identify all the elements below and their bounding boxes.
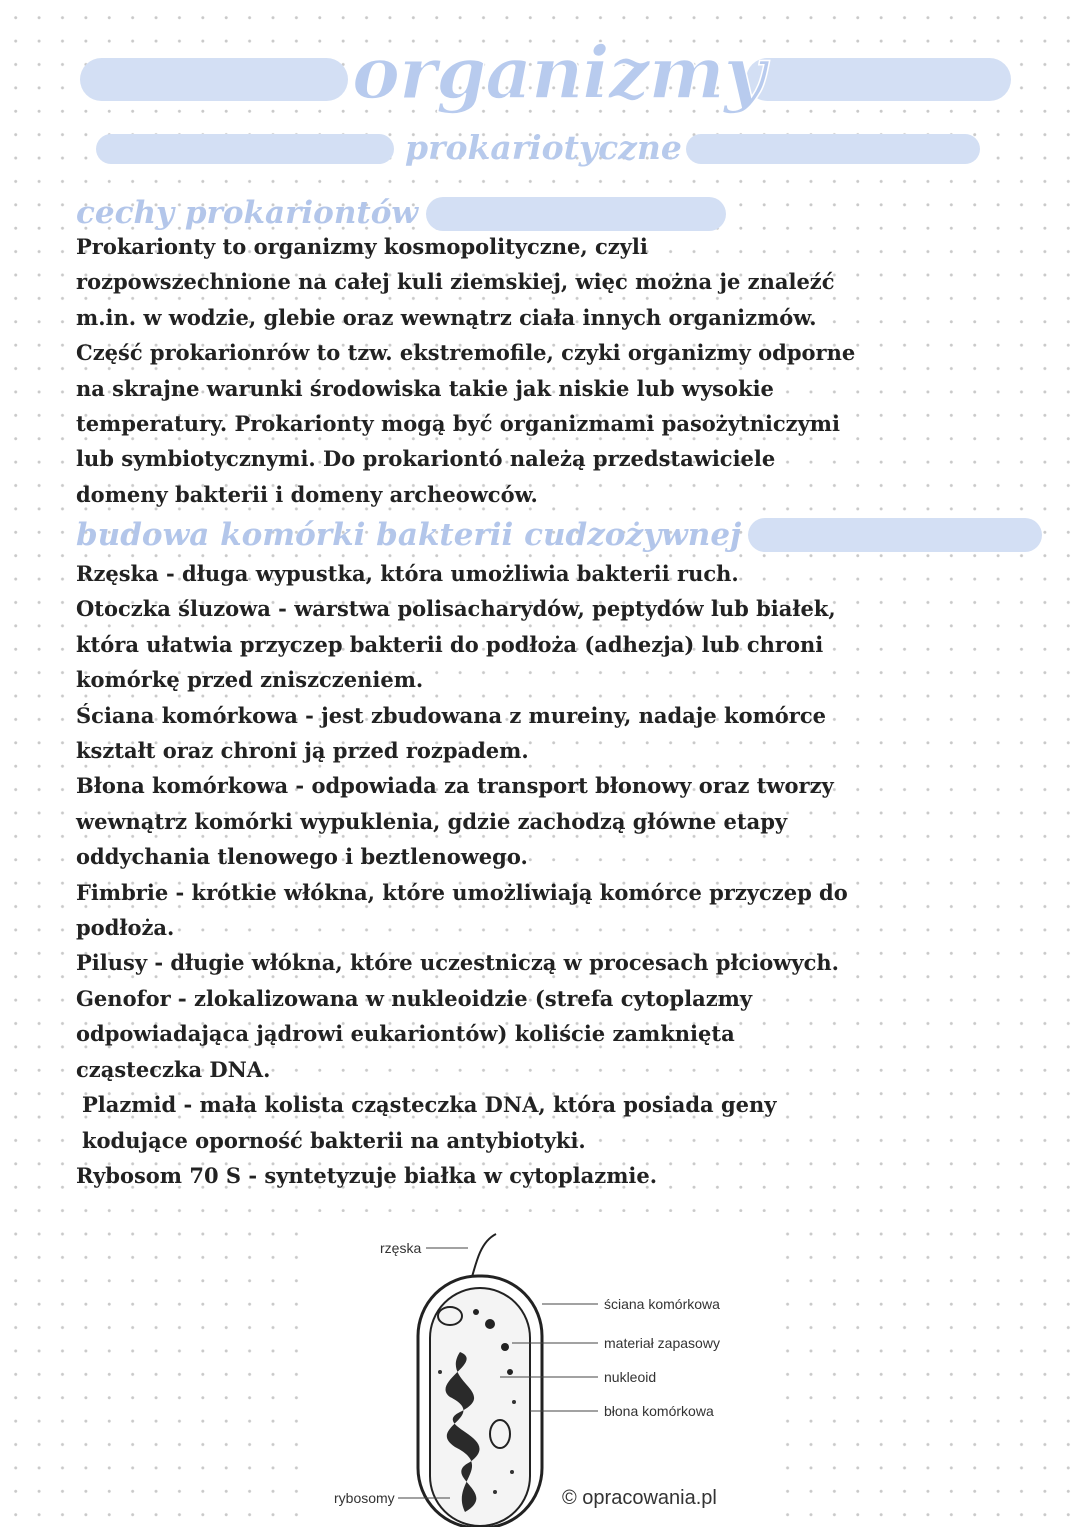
page-subtitle: prokariotyczne [405,128,682,167]
list-item-blona: Błona komórkowa - odpowiada za transport błonowy oraz tworzy wewnątrz komórki wypuklenia, gdzie zachodzą główne etapy oddychania tlenowego i beztlenowego. [76,773,834,870]
list-item-plazmid: Plazmid - mała kolista cząsteczka DNA, która posiada geny kodujące oporność bakterii na antybiotyki. [82,1092,777,1153]
ribosome-dot [510,1470,514,1474]
list-item-pilusy: Pilusy - długie włókna, które uczestniczą w procesach płciowych. [76,950,839,976]
list-item-sciana: Ściana komórkowa - jest zbudowana z mureiny, nadaje komórce kształt oraz chroni ją przed rozpadem. [76,702,827,764]
section-heading-budowa: budowa komórki bakterii cudzożywnej [76,517,742,553]
credit-text: © opracowania.pl [562,1487,717,1509]
label-membrane: błona komórkowa [604,1403,714,1419]
ribosome-dot [438,1370,442,1374]
title-bar-right [746,58,1011,101]
list-item-rzeska: Rzęska - długa wypustka, która umożliwia bakterii ruch. [76,561,739,586]
section-heading-cechy: cechy prokariontów [76,195,419,231]
storage-granule [485,1319,495,1329]
subtitle-bar-right [686,134,980,164]
storage-granule [507,1369,513,1375]
label-flagellum: rzęska [380,1240,422,1256]
list-item-otoczka: Otoczka śluzowa - warstwa polisacharydów, peptydów lub białek, która ułatwia przyczep bakterii do podłoża (adhezja) lub chroni komórkę przed zniszczeniem. [76,596,836,693]
section1-heading-bar [426,197,726,231]
section2-list [76,556,866,1193]
list-item-fimbrie: Fimbrie - krótkie włókna, które umożliwiają komórce przyczep do podłoża. [76,879,848,941]
section2-heading-bar [748,518,1042,552]
subtitle-bar-left [96,134,394,164]
list-item-genofor: Genofor - zlokalizowana w nukleoidzie (strefa cytoplazmy odpowiadająca jądrowi eukariontów) koliście zamknięta cząsteczka DNA. [76,985,753,1082]
ribosome-dot [512,1400,516,1404]
label-storage: materiał zapasowy [604,1335,720,1351]
section1-paragraph [76,229,866,512]
label-nucleoid: nukleoid [604,1369,657,1385]
section1-paragraph-text: Prokarionty to organizmy kosmopolityczne, czyli rozpowszechnione na całej kuli ziemskiej, więc można je znaleźć m.in. w wodzie, glebie oraz wewnątrz ciała innych organizmów. Część prokarionrów to tzw. ekstremofile, czyki organizmy odporne na skrajne warunki środowiska takie jak niskie lub wysokie temperatury. Prokarionty mogą być organizmami pasożytniczymi lub symbiotycznymi. Do prokariontó należą przedstawiciele domeny bakterii i domeny archeowców. [76,234,856,507]
bacterium-diagram [300,1212,780,1527]
storage-granule [501,1343,509,1351]
title-bar-left [80,58,348,101]
label-ribosomes: rybosomy [334,1490,395,1506]
ribosome-dot [493,1490,497,1494]
label-cell-wall: ściana komórkowa [604,1296,720,1312]
page-title: organizmy [352,30,765,115]
list-item-rybosom: Rybosom 70 S - syntetyzuje białka w cytoplazmie. [76,1162,658,1188]
storage-granule [473,1309,479,1315]
